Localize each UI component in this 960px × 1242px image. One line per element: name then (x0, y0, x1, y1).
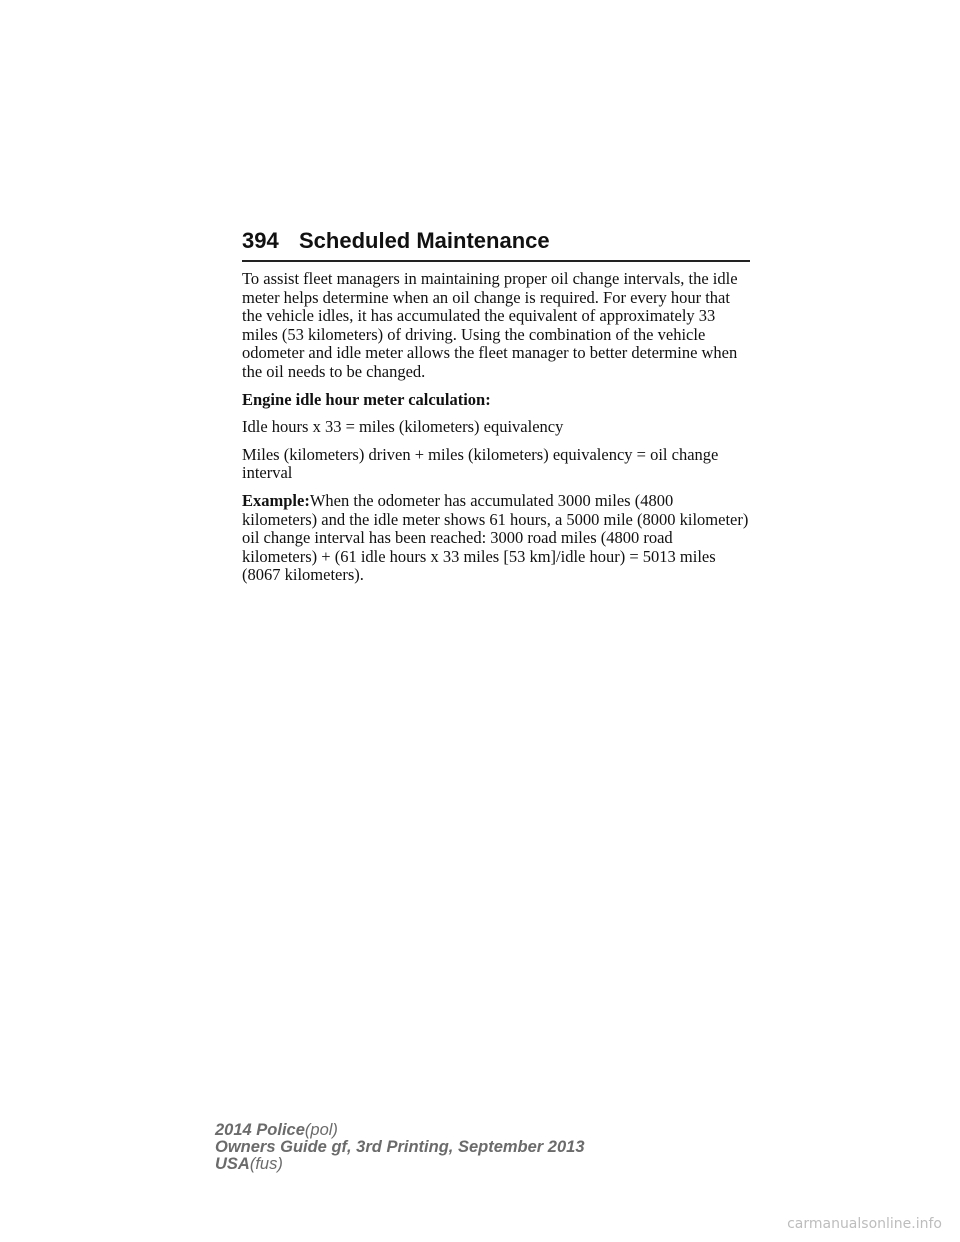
page-header (242, 228, 750, 262)
example-label: Example: (242, 490, 310, 510)
body-text (242, 270, 750, 594)
footer-model: 2014 Police (215, 1121, 305, 1139)
section-title: Scheduled Maintenance (299, 228, 550, 253)
example-text: When the odometer has accumulated 3000 miles (4800 kilometers) and the idle meter shows 61 hours, a 5000 mile (8000 kilometer) oil change interval has been reached: 3000 road miles (4800 road kilometers) + (61 idle hours x 33 miles [53 km]/idle hour) = 5013 miles (8067 kilometers). (242, 490, 749, 585)
footer-line-model (215, 1122, 735, 1139)
footer-market: USA (215, 1155, 250, 1173)
example-paragraph (242, 492, 750, 585)
footer-line-printing: Owners Guide gf, 3rd Printing, September 2013 (215, 1138, 585, 1156)
calc-heading: Engine idle hour meter calculation: (242, 389, 491, 409)
footer-model-code: (pol) (304, 1121, 338, 1139)
formula-oil-change-interval: Miles (kilometers) driven + miles (kilometers) equivalency = oil change interval (242, 444, 719, 483)
intro-paragraph: To assist fleet managers in maintaining proper oil change intervals, the idle meter helps determine when an oil change is required. For every hour that the vehicle idles, it has accumulated the equivalent of approximately 33 miles (53 kilometers) of driving. Using the combination of the vehicle odometer and idle meter allows the fleet manager to better determine when the oil needs to be changed. (242, 269, 738, 381)
footer-market-code: (fus) (249, 1155, 283, 1173)
watermark: carmanualsonline.info (787, 1216, 942, 1232)
page-number: 394 (242, 228, 279, 253)
footer-line-market (215, 1156, 735, 1173)
page-footer (215, 1122, 735, 1173)
formula-idle-hours: Idle hours x 33 = miles (kilometers) equivalency (242, 417, 564, 437)
